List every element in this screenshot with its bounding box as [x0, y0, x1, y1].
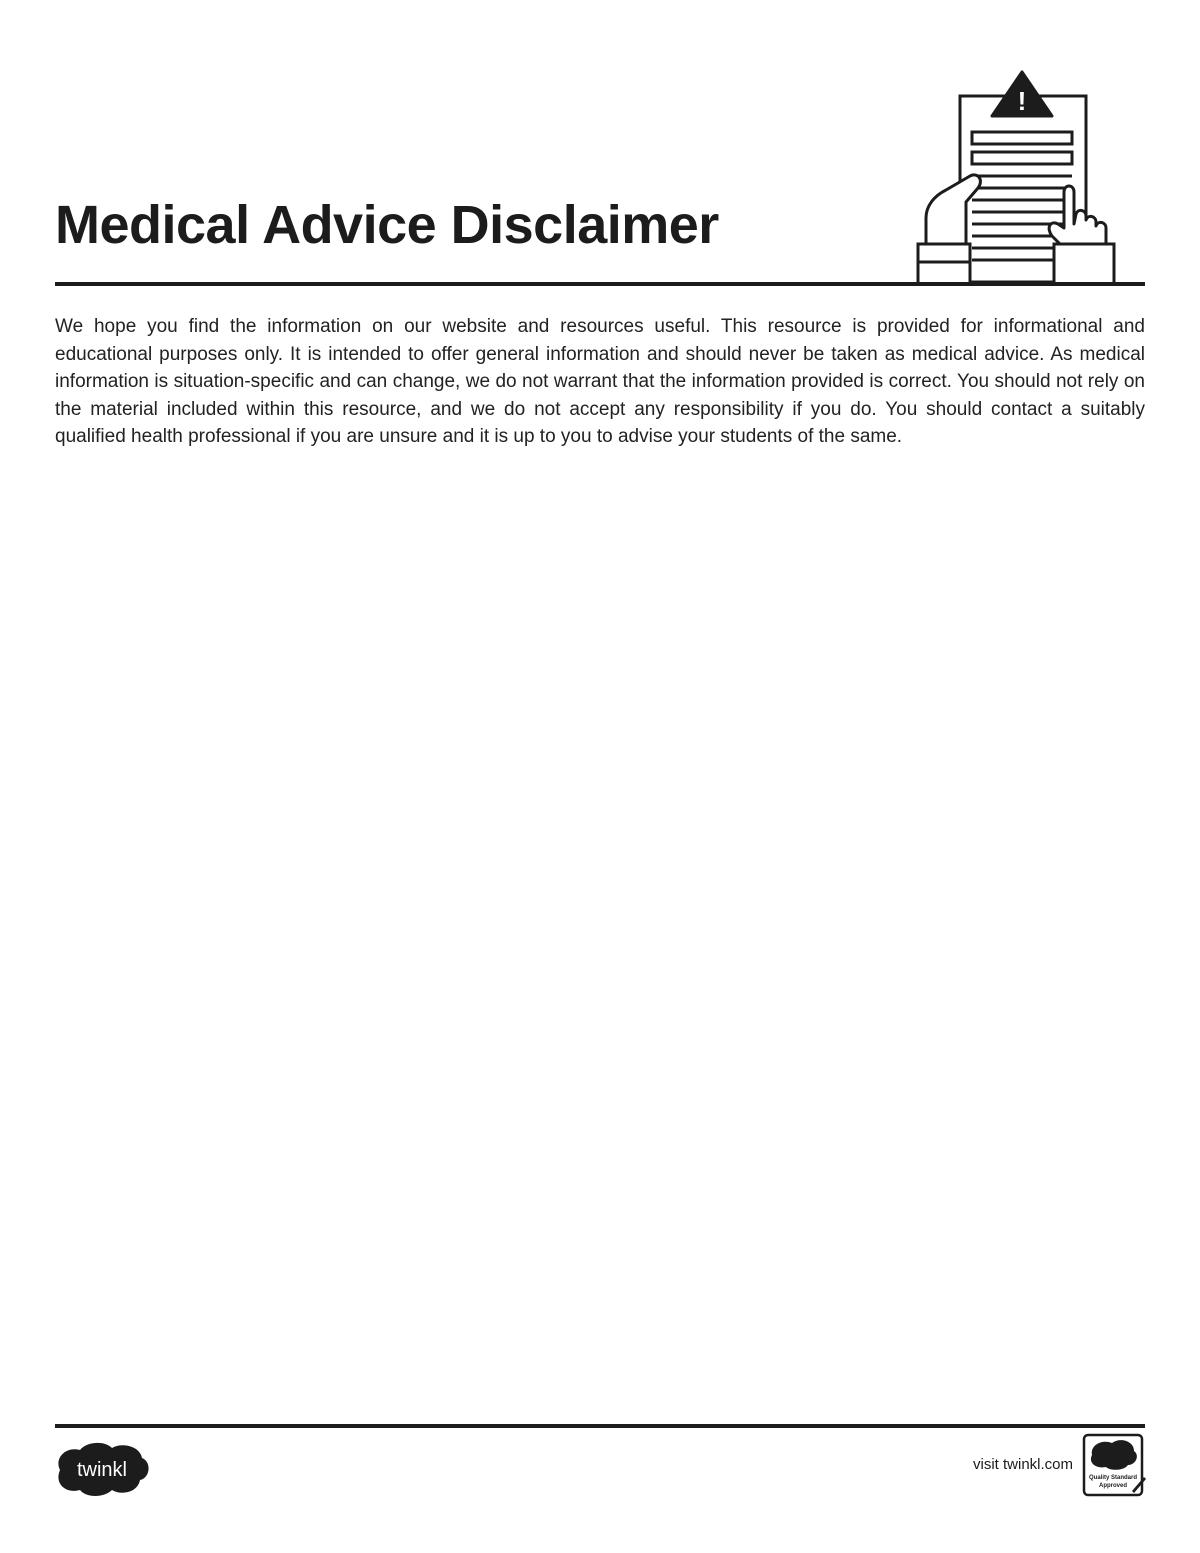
clipboard-warning-illustration-icon	[912, 68, 1122, 286]
footer-divider	[55, 1424, 1145, 1428]
visit-website-link[interactable]: visit twinkl.com	[972, 1456, 1073, 1473]
disclaimer-body-text: We hope you find the information on our website and resources useful. This resource is provided for informational and educational purposes only. It is intended to offer general information and should never be taken as medical advice. As medical information is situation-specific and can change, we do not warrant that the information provided is correct. You should not rely on the material included within this resource, and we do not accept any responsibility if you do. You should contact a suitably qualified health professional if you are unsure and it is up to you to advise your students of the same.	[55, 316, 1145, 448]
svg-text:!: !	[1017, 86, 1027, 116]
svg-text:Approved: Approved	[1098, 1483, 1128, 1489]
twinkl-logo[interactable]	[52, 1440, 152, 1498]
quality-standard-approved-badge-icon	[1082, 1433, 1148, 1499]
svg-text:twinkl: twinkl	[76, 1459, 128, 1481]
page-title: Medical Advice Disclaimer	[55, 195, 719, 255]
header-divider	[55, 282, 1145, 286]
svg-text:Quality Standard: Quality Standard	[1088, 1475, 1138, 1481]
